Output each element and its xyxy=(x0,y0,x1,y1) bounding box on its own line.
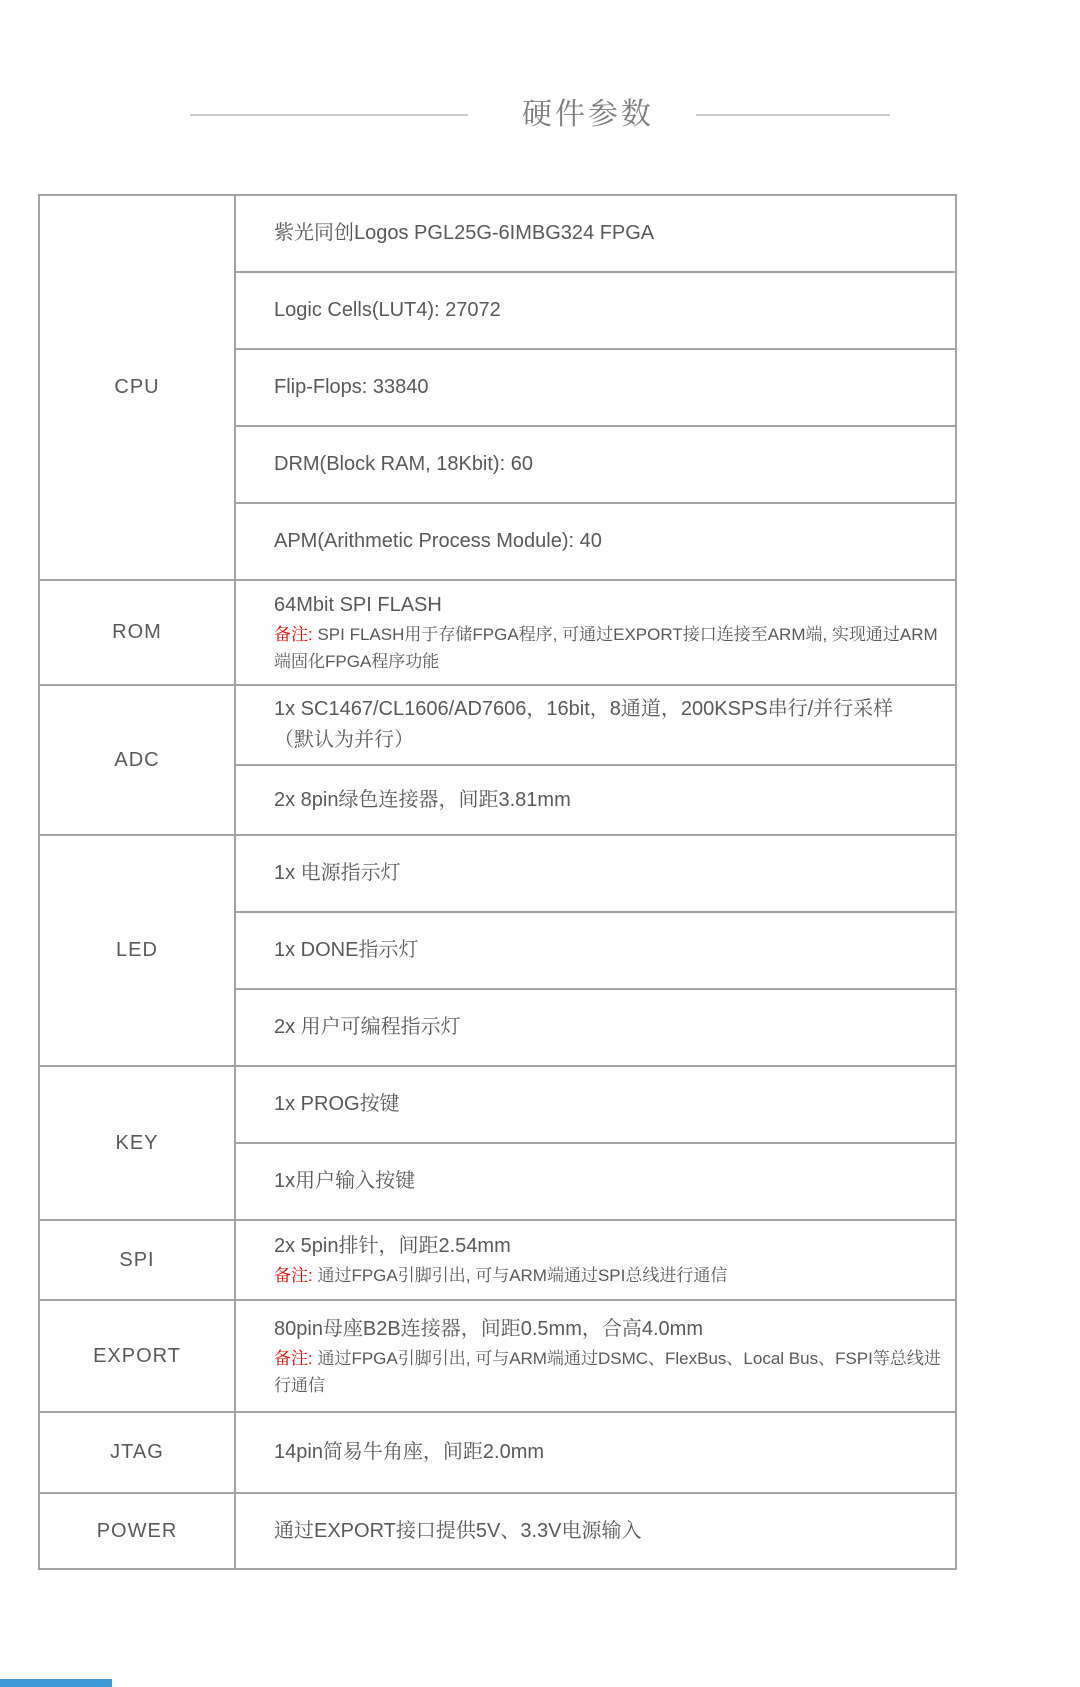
title-divider-right xyxy=(696,114,890,116)
row-label-export: EXPORT xyxy=(39,1300,235,1412)
row-label-spi: SPI xyxy=(39,1220,235,1300)
table-row xyxy=(39,835,956,912)
spec-value-cell xyxy=(235,1066,956,1143)
spec-note xyxy=(274,1262,941,1289)
table-row xyxy=(39,195,956,272)
table-row xyxy=(39,685,956,765)
note-label: 备注: xyxy=(274,1348,313,1368)
spec-value-cell xyxy=(235,503,956,580)
spec-value-cell xyxy=(235,835,956,912)
spec-value-cell xyxy=(235,912,956,989)
note-label: 备注: xyxy=(274,625,313,644)
row-label-cpu: CPU xyxy=(39,195,235,580)
spec-text: 14pin简易牛角座，间距2.0mm xyxy=(274,1441,545,1463)
spec-value-cell xyxy=(235,1493,956,1569)
note-label: 备注: xyxy=(274,1266,313,1285)
spec-text: 通过EXPORT接口提供5V、3.3V电源输入 xyxy=(274,1519,642,1542)
spec-value-cell xyxy=(235,272,956,349)
spec-value-cell xyxy=(235,989,956,1066)
spec-text: 1x 电源指示灯 xyxy=(274,862,401,884)
spec-text: APM(Arithmetic Process Module): 40 xyxy=(274,530,602,552)
spec-text: 80pin母座B2B连接器，间距0.5mm，合高4.0mm xyxy=(274,1317,703,1340)
spec-value-cell xyxy=(235,765,956,835)
spec-text: 2x 5pin排针，间距2.54mm xyxy=(274,1235,511,1257)
spec-value-cell xyxy=(235,195,956,272)
table-row xyxy=(39,1066,956,1143)
spec-value-cell xyxy=(235,1143,956,1220)
row-label-led: LED xyxy=(39,835,235,1066)
row-label-adc: ADC xyxy=(39,685,235,835)
spec-value-cell xyxy=(235,1412,956,1493)
bottom-accent-bar xyxy=(0,1679,112,1687)
spec-text: 1x DONE指示灯 xyxy=(274,939,419,961)
row-label-rom: ROM xyxy=(39,580,235,685)
note-text: 通过FPGA引脚引出, 可与ARM端通过SPI总线进行通信 xyxy=(312,1266,728,1285)
spec-value-cell xyxy=(235,685,956,765)
table-row xyxy=(39,1412,956,1493)
spec-text: Logic Cells(LUT4): 27072 xyxy=(274,299,501,321)
spec-text: 1x PROG按键 xyxy=(274,1093,400,1115)
spec-value-cell xyxy=(235,1220,956,1300)
title-divider-left xyxy=(190,114,468,116)
hardware-spec-table xyxy=(38,194,957,1570)
table-row xyxy=(39,580,956,685)
spec-text: 2x 8pin绿色连接器，间距3.81mm xyxy=(274,788,571,811)
row-label-key: KEY xyxy=(39,1066,235,1220)
row-label-jtag: JTAG xyxy=(39,1412,235,1493)
spec-value-cell xyxy=(235,1300,956,1412)
spec-text: Flip-Flops: 33840 xyxy=(274,376,429,398)
page-title: 硬件参数 xyxy=(522,98,654,131)
spec-value-cell xyxy=(235,349,956,426)
note-text: SPI FLASH用于存储FPGA程序, 可通过EXPORT接口连接至ARM端, 实现通过ARM端固化FPGA程序功能 xyxy=(274,625,938,671)
spec-value-cell xyxy=(235,580,956,685)
spec-value-cell xyxy=(235,426,956,503)
spec-text: 1x用户输入按键 xyxy=(274,1170,416,1192)
spec-text: DRM(Block RAM, 18Kbit): 60 xyxy=(274,453,533,475)
row-label-power: POWER xyxy=(39,1493,235,1569)
note-text: 通过FPGA引脚引出, 可与ARM端通过DSMC、FlexBus、Local Bus、FSPI等总线进行通信 xyxy=(274,1348,941,1395)
spec-text: 紫光同创Logos PGL25G-6IMBG324 FPGA xyxy=(274,222,655,244)
spec-text: 64Mbit SPI FLASH xyxy=(274,594,442,616)
table-row xyxy=(39,1300,956,1412)
spec-note xyxy=(274,1345,941,1399)
table-row xyxy=(39,1493,956,1569)
spec-text: 1x SC1467/CL1606/AD7606，16bit，8通道，200KSPS串行/并行采样（默认为并行） xyxy=(274,698,894,751)
spec-note xyxy=(274,621,941,675)
section-header xyxy=(0,0,1080,132)
spec-text: 2x 用户可编程指示灯 xyxy=(274,1016,461,1038)
table-row xyxy=(39,1220,956,1300)
